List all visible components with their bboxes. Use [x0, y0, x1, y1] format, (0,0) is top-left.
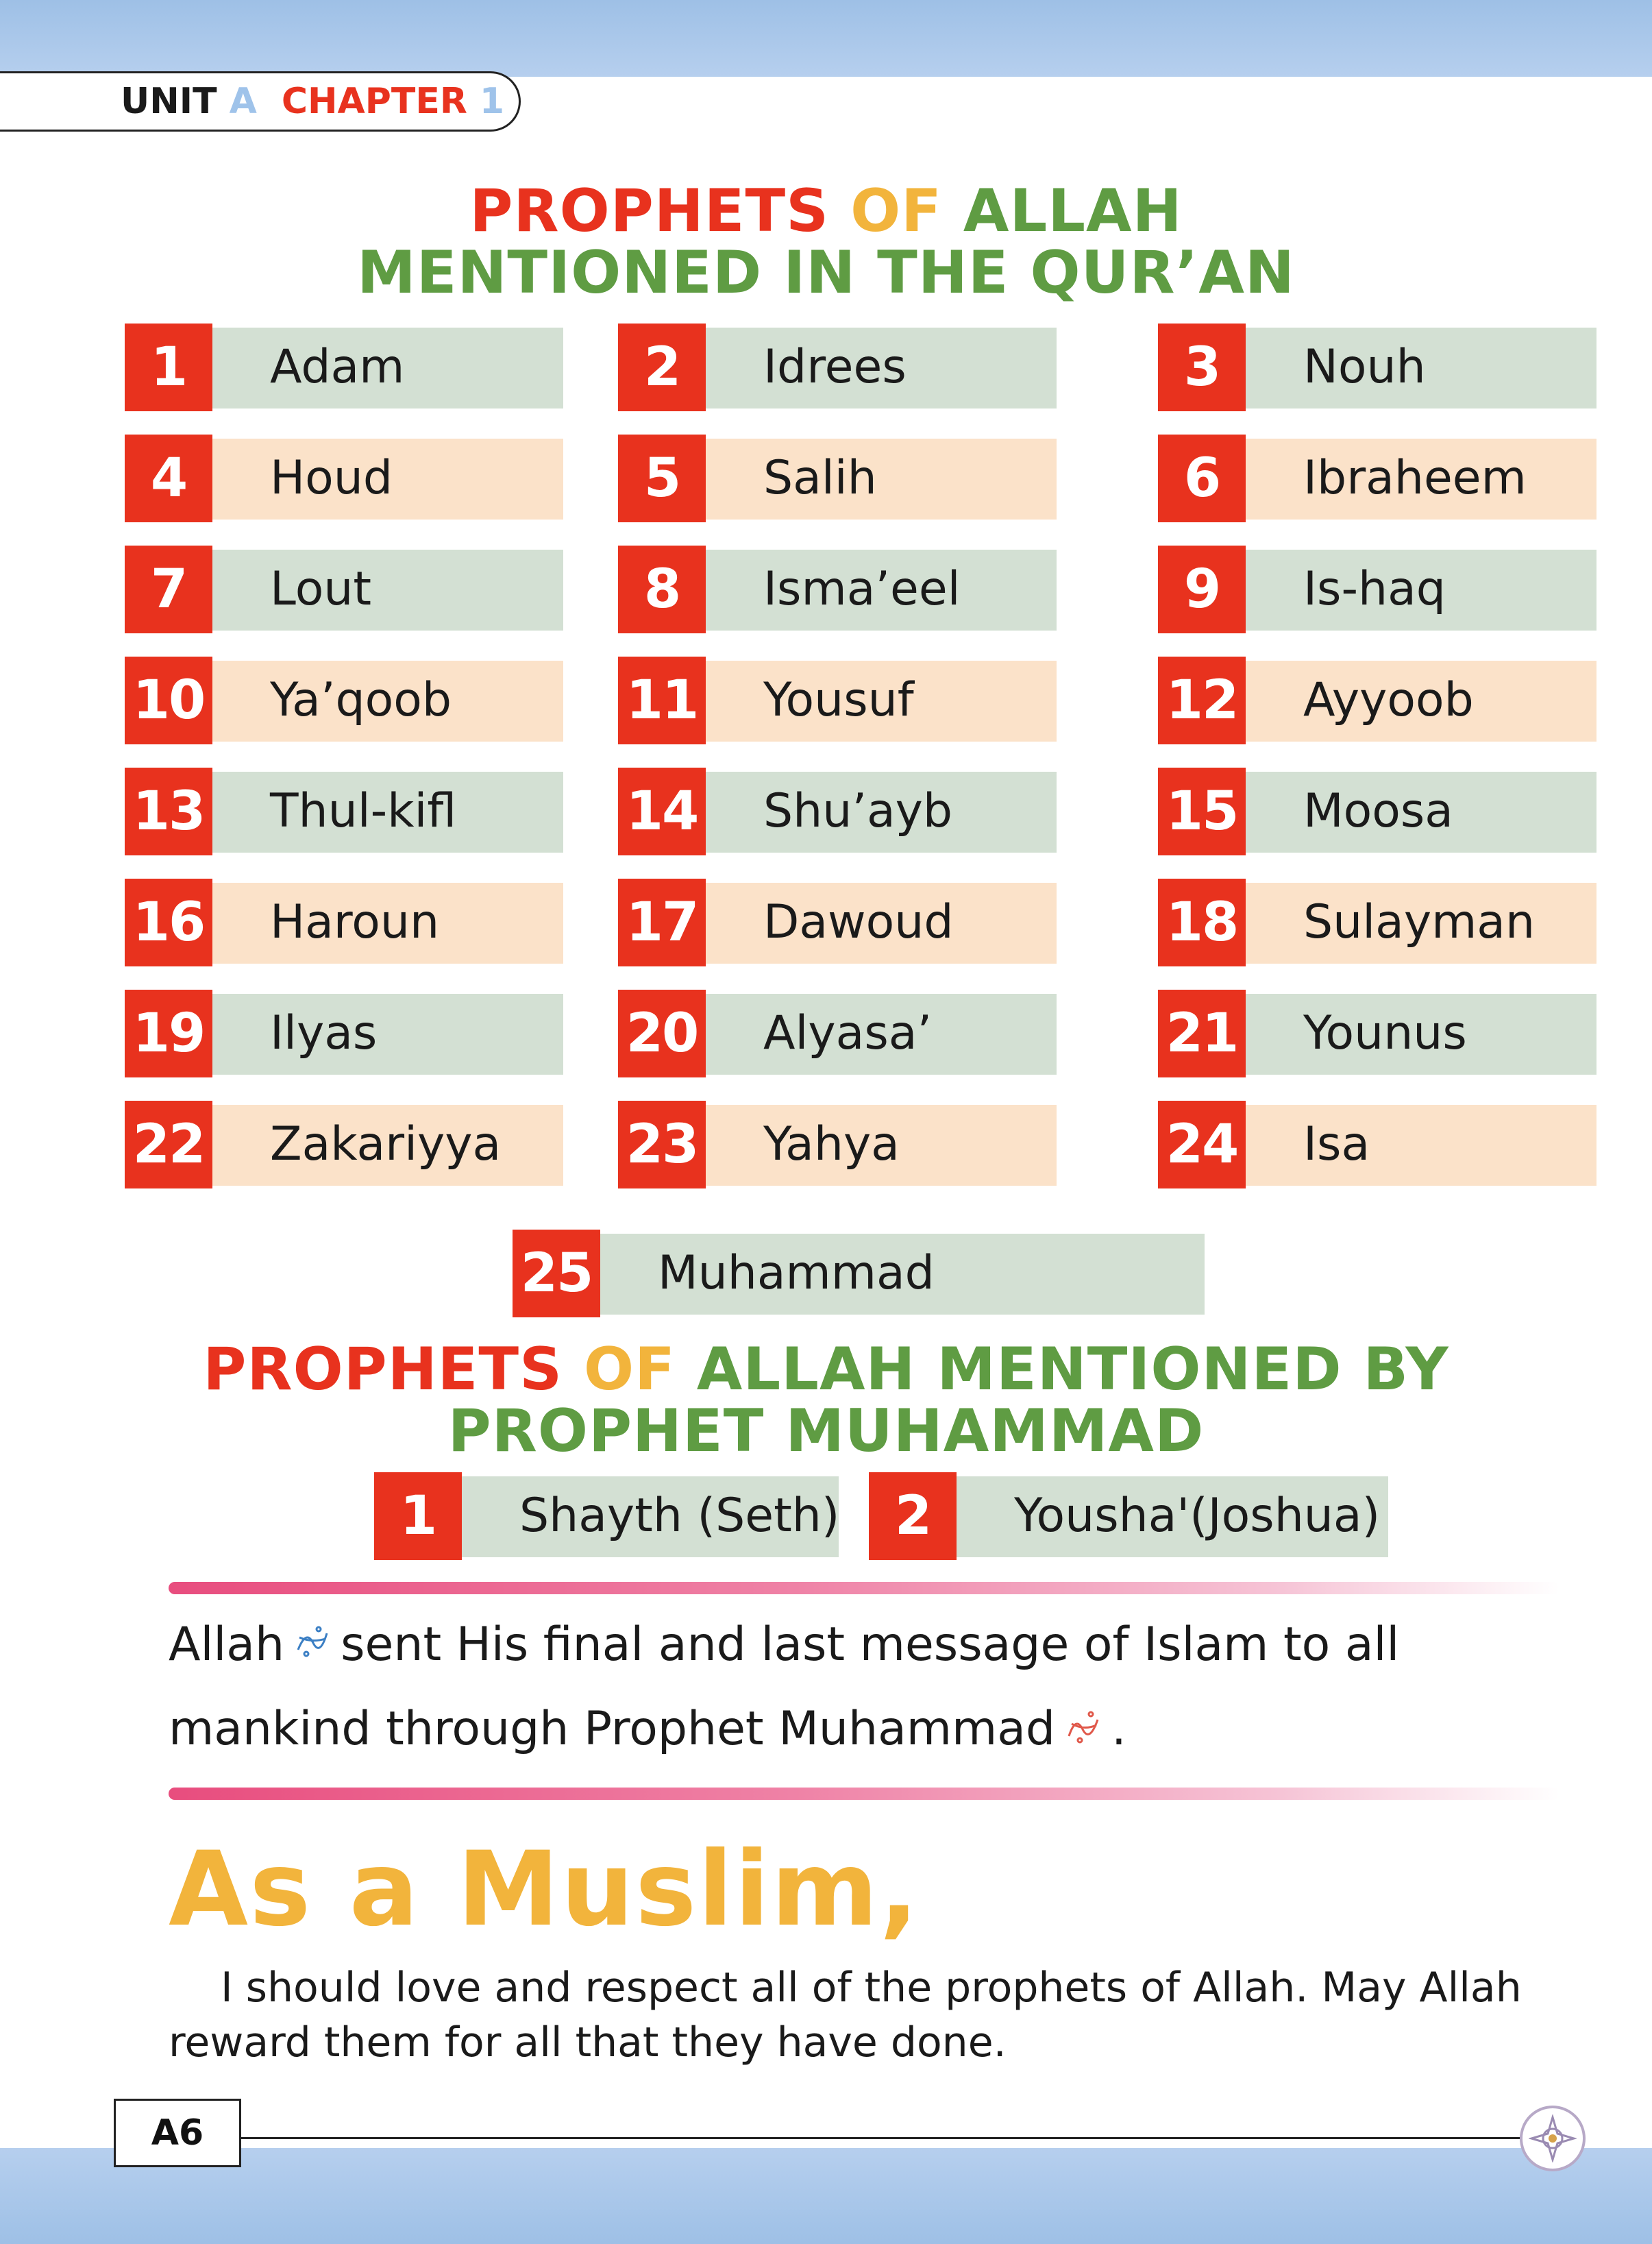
- prophet-name: Zakariyya: [270, 1117, 502, 1171]
- prophet-number: 2: [869, 1472, 957, 1560]
- prophet-number: 1: [374, 1472, 462, 1560]
- prophet-number: 2: [618, 324, 706, 411]
- prophet-name: Shayth (Seth): [519, 1489, 840, 1543]
- heading-word-allah-mentioned-by: ALLAH MENTIONED BY: [696, 1335, 1449, 1404]
- prophet-number: 13: [125, 768, 212, 855]
- prophet-name: Yousha'(Joshua): [1014, 1489, 1381, 1543]
- prophet-number: 14: [618, 768, 706, 855]
- prophet-number: 15: [1158, 768, 1246, 855]
- unit-letter: A: [229, 81, 257, 122]
- prophet-name: Yousuf: [763, 673, 914, 727]
- heading-word-of: OF: [850, 177, 942, 245]
- prophet-cell: [125, 768, 563, 855]
- prophet-cell: [618, 435, 1057, 522]
- prophet-cell: [125, 546, 563, 633]
- prophet-cell: [1158, 879, 1596, 966]
- prophet-number: 7: [125, 546, 212, 633]
- statement-allah: Allah: [169, 1618, 285, 1672]
- prophet-name: Younus: [1303, 1006, 1467, 1060]
- prophet-cell: [618, 324, 1057, 411]
- as-a-muslim-text: I should love and respect all of the prophets of Allah. May Allah reward them for all that they have done.: [169, 1964, 1522, 2066]
- quran-heading-line2: MENTIONED IN THE QUR’AN: [357, 239, 1295, 307]
- pink-divider-bottom: [169, 1788, 1559, 1800]
- final-message-statement: [169, 1604, 1539, 1773]
- prophet-name: Ya’qoob: [270, 673, 452, 727]
- prophet-cell: [125, 879, 563, 966]
- prophet-cell: [618, 768, 1057, 855]
- prophet-cell: [1158, 435, 1596, 522]
- prophet-name: Yahya: [763, 1117, 900, 1171]
- prophet-number: 17: [618, 879, 706, 966]
- chapter-number: 1: [479, 81, 505, 122]
- prophet-cell: [1158, 546, 1596, 633]
- salawat-calligraphy-icon: [1063, 1691, 1103, 1773]
- prophet-number: 1: [125, 324, 212, 411]
- prophet-name: Ibraheem: [1303, 451, 1527, 505]
- unit-label: UNIT: [121, 81, 217, 122]
- prophet-cell: [618, 879, 1057, 966]
- prophet-name: Ayyoob: [1303, 673, 1474, 727]
- prophet-cell: [618, 657, 1057, 744]
- prophet-number: 23: [618, 1101, 706, 1188]
- prophet-name: Moosa: [1303, 784, 1453, 838]
- prophet-number: 21: [1158, 990, 1246, 1077]
- prophet-number: 22: [125, 1101, 212, 1188]
- prophet-cell: [1158, 1101, 1596, 1188]
- prophet-name: Sulayman: [1303, 895, 1536, 949]
- prophet-number: 12: [1158, 657, 1246, 744]
- prophet-cell: [1158, 768, 1596, 855]
- heading-word-prophets: PROPHETS: [469, 177, 830, 245]
- prophet-name: Isma’eel: [763, 562, 961, 616]
- hadith-prophet-cell: [374, 1472, 839, 1560]
- prophet-cell: [1158, 324, 1596, 411]
- heading-word-prophets: PROPHETS: [203, 1335, 563, 1404]
- prophet-number: 3: [1158, 324, 1246, 411]
- prophet-name: Houd: [270, 451, 393, 505]
- prophet-name: Thul-kifl: [270, 784, 457, 838]
- subhanahu-calligraphy-icon: [293, 1606, 332, 1688]
- prophet-cell: [125, 324, 563, 411]
- prophet-cell: [1158, 990, 1596, 1077]
- heading-word-of: OF: [583, 1335, 676, 1404]
- prophet-name: Ilyas: [270, 1006, 378, 1060]
- prophet-number: 11: [618, 657, 706, 744]
- prophet-cell: [513, 1230, 1205, 1317]
- prophet-name: Dawoud: [763, 895, 954, 949]
- unit-chapter-tab: [0, 71, 521, 132]
- prophet-cell: [618, 546, 1057, 633]
- prophet-number: 18: [1158, 879, 1246, 966]
- hadith-prophet-cell: [869, 1472, 1388, 1560]
- footer-rule: [240, 2137, 1528, 2139]
- prophet-number: 10: [125, 657, 212, 744]
- prophet-name: Isa: [1303, 1117, 1370, 1171]
- prophet-cell: [1158, 657, 1596, 744]
- statement-period: .: [1111, 1702, 1126, 1757]
- as-a-muslim-title: As a Muslim,: [169, 1830, 920, 1949]
- prophet-number: 5: [618, 435, 706, 522]
- prophet-number: 24: [1158, 1101, 1246, 1188]
- rosette-ornament-icon: [1520, 2106, 1586, 2171]
- prophet-name: Muhammad: [658, 1246, 935, 1300]
- prophet-name: Haroun: [270, 895, 440, 949]
- prophet-cell: [125, 657, 563, 744]
- prophet-number: 20: [618, 990, 706, 1077]
- prophet-name: Salih: [763, 451, 877, 505]
- prophet-name: Alyasa’: [763, 1006, 933, 1060]
- page-number: A6: [114, 2099, 241, 2167]
- prophet-number: 4: [125, 435, 212, 522]
- prophet-cell: [125, 1101, 563, 1188]
- heading-word-allah: ALLAH: [963, 177, 1183, 245]
- hadith-heading-line1: [0, 1335, 1652, 1404]
- prophet-number: 6: [1158, 435, 1246, 522]
- prophet-number: 8: [618, 546, 706, 633]
- prophet-cell: [618, 1101, 1057, 1188]
- pink-divider-top: [169, 1582, 1559, 1594]
- prophet-name: Is-haq: [1303, 562, 1446, 616]
- prophet-name: Idrees: [763, 340, 907, 394]
- prophet-number: 16: [125, 879, 212, 966]
- prophet-cell: [125, 435, 563, 522]
- bottom-blue-band: [0, 2148, 1652, 2244]
- prophet-name: Lout: [270, 562, 372, 616]
- prophet-number: 25: [513, 1230, 600, 1317]
- quran-heading-line1: [0, 177, 1652, 245]
- statement-part2: sent His final and last message of Islam to all: [341, 1618, 1400, 1672]
- prophet-cell: [125, 990, 563, 1077]
- hadith-heading-line2: PROPHET MUHAMMAD: [447, 1397, 1205, 1465]
- prophet-number: 19: [125, 990, 212, 1077]
- prophet-name: Adam: [270, 340, 405, 394]
- chapter-label: CHAPTER: [281, 81, 467, 122]
- prophet-number: 9: [1158, 546, 1246, 633]
- prophet-name: Shu’ayb: [763, 784, 953, 838]
- prophet-name: Nouh: [1303, 340, 1426, 394]
- statement-part3: mankind through Prophet Muhammad: [169, 1702, 1056, 1757]
- prophet-cell: [618, 990, 1057, 1077]
- top-blue-band: [0, 0, 1652, 77]
